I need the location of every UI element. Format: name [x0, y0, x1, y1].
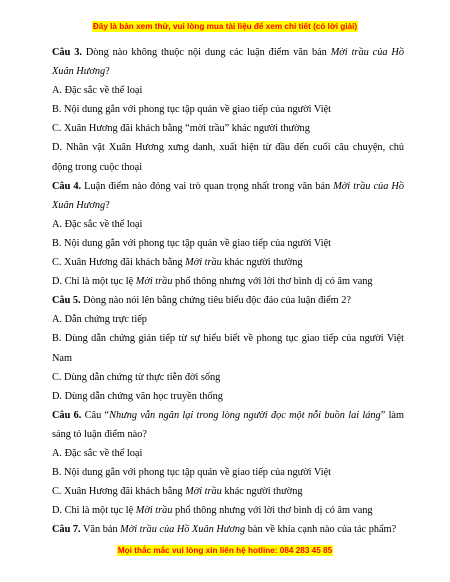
question-text: Dòng nào nói lên bằng chứng tiêu biểu độc đáo của luận điểm 2?: [80, 295, 351, 307]
question-number: Câu 7.: [52, 524, 81, 536]
option-text: phổ thông nhưng với lời thơ bình dị có âm vang: [172, 276, 373, 288]
answer-option: [52, 368, 404, 387]
option-text: D. Chỉ là một tục lệ: [52, 276, 136, 288]
answer-option: [52, 501, 404, 520]
answer-option: [52, 329, 404, 367]
answer-option: [52, 463, 404, 482]
answer-option: [52, 81, 404, 100]
answer-option: [52, 387, 404, 406]
question-text-italic: Mời trầu của Hồ Xuân Hương: [52, 47, 405, 78]
answer-option: [52, 253, 404, 272]
option-text-italic: Mời trầu: [135, 505, 173, 517]
option-text: C. Xuân Hương đãi khách bằng “mời trầu” khác người thường: [52, 123, 310, 135]
option-text-italic: Mời trầu: [185, 486, 222, 498]
answer-option: [52, 310, 404, 329]
question-stem: [52, 520, 404, 539]
option-text: C. Xuân Hương đãi khách bằng: [52, 257, 186, 269]
question-text: Luận điểm nào đóng vai trò quan trọng nhất trong văn bản: [81, 180, 334, 192]
question-stem: [52, 406, 404, 444]
question-stem: [52, 43, 404, 81]
question-text: Dòng nào không thuộc nội dung các luận điểm văn bản: [81, 47, 331, 58]
option-text: D. Nhân vật Xuân Hương xưng danh, xuất hiện từ đầu đến cuối câu chuyện, chủ động trong cuộc thoại: [52, 142, 404, 173]
question-text: ” làm sáng tỏ luận điểm nào?: [52, 409, 405, 440]
option-text: B. Dùng dẫn chứng gián tiếp từ sự hiểu biết về phong tục giao tiếp của người Việt Nam: [52, 333, 404, 364]
answer-option: [52, 444, 404, 463]
preview-banner: [0, 22, 450, 31]
option-text: D. Dùng dẫn chứng văn học truyền thống: [52, 390, 223, 402]
answer-option: [52, 272, 404, 291]
question-text: bàn về khía cạnh nào của tác phẩm?: [245, 524, 397, 536]
question-number: Câu 5.: [52, 295, 81, 307]
question-number: Câu 3.: [52, 47, 82, 58]
option-text: B. Nội dung gắn với phong tục tập quán về giao tiếp của người Việt: [52, 104, 332, 116]
answer-option: [52, 119, 404, 138]
question-stem: [52, 291, 404, 310]
question-text: ?: [105, 199, 110, 211]
option-text: khác người thường: [221, 486, 303, 498]
question-text: Văn bản: [80, 524, 121, 536]
option-text: khác người thường: [221, 257, 303, 269]
option-text: B. Nội dung gắn với phong tục tập quán về giao tiếp của người Việt: [52, 237, 332, 249]
question-text-italic: Mời trầu của Hồ Xuân Hương: [52, 180, 405, 211]
option-text: A. Đặc sắc về thể loại: [52, 218, 143, 230]
option-text: A. Dẫn chứng trực tiếp: [52, 314, 147, 326]
option-text: D. Chỉ là một tục lệ: [52, 505, 136, 517]
option-text: A. Đặc sắc về thể loại: [52, 447, 143, 459]
question-list: [52, 43, 404, 539]
question-number: Câu 4.: [52, 180, 82, 192]
answer-option: [52, 138, 404, 176]
question-stem: [52, 177, 404, 215]
answer-option: [52, 100, 404, 119]
question-number: Câu 6.: [52, 409, 82, 421]
hotline-banner: [0, 546, 450, 555]
answer-option: [52, 482, 404, 501]
option-text-italic: Mời trầu: [185, 257, 222, 269]
answer-option: [52, 234, 404, 253]
question-text-italic: Nhưng vẫn ngân lại trong lòng người đọc một nỗi buồn lai láng: [109, 409, 381, 421]
option-text: A. Đặc sắc về thể loại: [52, 85, 143, 97]
option-text: B. Nội dung gắn với phong tục tập quán về giao tiếp của người Việt: [52, 467, 332, 479]
option-text: C. Xuân Hương đãi khách bằng: [52, 486, 186, 498]
question-text: ?: [105, 66, 110, 78]
preview-banner-text: Đây là bản xem thử, vui lòng mua tài liệu để xem chi tiết (có lời giải): [92, 22, 358, 31]
option-text: phổ thông nhưng với lời thơ bình dị có âm vang: [172, 505, 373, 517]
question-text-italic: Mời trầu của Hồ Xuân Hương: [120, 524, 246, 536]
option-text-italic: Mời trầu: [135, 276, 173, 288]
hotline-banner-text: Mọi thắc mắc vui lòng xin liên hệ hotline: 084 283 45 85: [117, 546, 333, 555]
option-text: C. Dùng dẫn chứng từ thực tiễn đời sống: [52, 371, 221, 383]
question-text: Câu “: [81, 409, 110, 421]
answer-option: [52, 215, 404, 234]
